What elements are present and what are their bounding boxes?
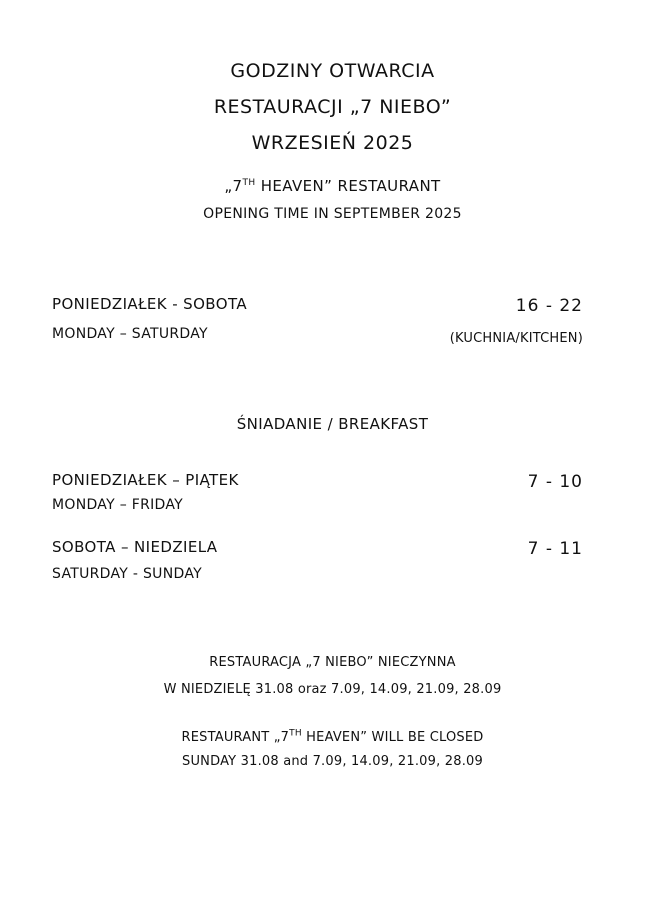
breakfast-weekend-hours: 7 - 11: [527, 539, 583, 559]
restaurant-days-pl: PONIEDZIAŁEK - SOBOTA: [52, 295, 247, 313]
kitchen-note: (KUCHNIA/KITCHEN): [449, 331, 583, 346]
page-title-line-2: RESTAURACJI „7 NIEBO”: [213, 96, 452, 118]
english-subtitle-line-1: [0, 177, 665, 195]
page-title-line-1: GODZINY OTWARCIA: [230, 60, 435, 82]
english-subtitle-pre: „7: [224, 177, 243, 195]
breakfast-weekday-days-en: MONDAY – FRIDAY: [52, 497, 184, 513]
english-subtitle-post: HEAVEN” RESTAURANT: [255, 177, 441, 195]
restaurant-hours: 16 - 22: [515, 296, 583, 316]
restaurant-days-en: MONDAY – SATURDAY: [52, 326, 208, 342]
english-subtitle-line-2: OPENING TIME IN SEPTEMBER 2025: [203, 206, 462, 222]
closure-en-post: HEAVEN” WILL BE CLOSED: [301, 730, 484, 745]
closure-notice-pl-line-2: W NIEDZIELĘ 31.08 oraz 7.09, 14.09, 21.09, 28.09: [163, 682, 502, 697]
breakfast-weekday-days-pl: PONIEDZIAŁEK – PIĄTEK: [52, 471, 239, 489]
closure-notice-en-line-1: [0, 730, 665, 745]
closure-en-pre: RESTAURANT „7: [181, 730, 290, 745]
closure-en-sup: TH: [289, 728, 302, 739]
breakfast-heading: ŚNIADANIE / BREAKFAST: [236, 415, 429, 433]
page-title-line-3: WRZESIEŃ 2025: [251, 132, 414, 154]
closure-notice-en-line-2: SUNDAY 31.08 and 7.09, 14.09, 21.09, 28.09: [182, 754, 483, 769]
breakfast-weekend-days-pl: SOBOTA – NIEDZIELA: [52, 538, 218, 556]
english-subtitle-sup: TH: [242, 178, 256, 188]
breakfast-weekday-hours: 7 - 10: [527, 472, 583, 492]
closure-notice-pl-line-1: RESTAURACJA „7 NIEBO” NIECZYNNA: [209, 655, 456, 670]
breakfast-weekend-days-en: SATURDAY - SUNDAY: [52, 566, 202, 582]
